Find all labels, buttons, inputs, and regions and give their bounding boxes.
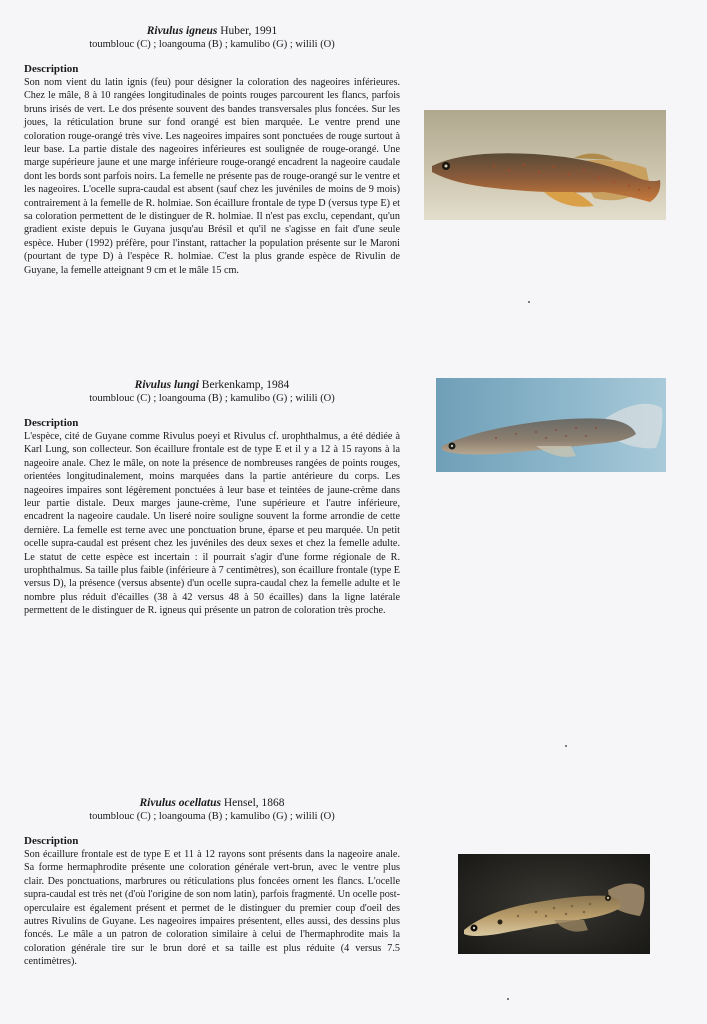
fish-photo-icon xyxy=(436,378,666,472)
species-name: Rivulus igneus xyxy=(146,25,218,37)
fish-photo-icon xyxy=(458,854,650,954)
species-title xyxy=(24,796,400,810)
description-text: Son écaillure frontale est de type E et 11 à 12 rayons sont présents dans la nageoire anale. Sa forme hermaphrodite présente une coloration générale vert-brun, avec le ventre plus clair. Des ponctuations, marbrures ou réticulations plus foncées ornent les flancs. L'ocelle supra-caudal est très net (d'où l'origine de son nom latin), parfois fragmenté. Un ocelle post-operculaire est également présent et permet de le distinguer du premier coup d'oeil des autres Rivulins de Guyane. Les nageoires impaires présentent, elles aussi, des dessins plus foncés. Le mâle a un patron de coloration similaire à celui de l'hermaphrodite mais la coloration générale tire sur le brun doré et sa taille est plus réduite (4 versus 7.5 centimètres). xyxy=(24,849,400,968)
common-names: toumblouc (C) ; loangouma (B) ; kamulibo (G) ; wilili (O) xyxy=(89,39,335,50)
speck-mark xyxy=(528,301,530,303)
species-entry-igneus xyxy=(24,24,400,277)
species-entry-lungi xyxy=(24,378,400,618)
description-heading: Description xyxy=(24,63,79,75)
common-names: toumblouc (C) ; loangouma (B) ; kamulibo (G) ; wilili (O) xyxy=(89,811,335,822)
species-name: Rivulus ocellatus xyxy=(139,797,221,809)
species-author: Huber, 1991 xyxy=(217,25,278,37)
species-title xyxy=(24,378,400,392)
description-heading: Description xyxy=(24,417,79,429)
speck-mark xyxy=(565,745,567,747)
species-entry-ocellatus xyxy=(24,796,400,969)
description-heading: Description xyxy=(24,835,79,847)
speck-mark xyxy=(507,998,509,1000)
description-text: Son nom vient du latin ignis (feu) pour désigner la coloration des nageoires inférieures. Chez le mâle, 8 à 10 rangées longitudinales de points rouges parcourent les flancs, parfois bruns irisés de vert. Le dos présente souvent des bandes transversales plus foncées. Sur les joues, la réticulation brune sur fond orangé est bien marquée. Le ventre prend une coloration rouge-orangé très vive. Les nageoires impaires sont ponctuées de rouge surtout à leur base. La partie distale des nageoires inférieures est soulignée de rouge-orangé. Une marge supérieure jaune et une marge inférieure rouge-orangé encadrent la nageoire caudale dont les bords sont parfois noirs. La femelle ne présente pas de rouge-orangé sur le ventre et les nageoires. L'ocelle supra-caudal est absent (sauf chez les juvéniles de moins de 9 mois) contrairement à la femelle de R. holmiae. Son écaillure frontale de type D (versus type E) et sa coloration permettent de le distinguer de R. holmiae. Il n'est pas exclu, cependant, qu'un gradient existe depuis le Guyana jusqu'au Brésil et qu'il ne s'agisse en fait d'une seule espèce. Huber (1992) préfère, pour l'instant, rattacher la population présente sur le Maroni (pourtant de type D) à l'espèce R. holmiae. C'est la plus grande espèce de Rivulin de Guyane, la femelle atteignant 9 cm et le mâle 15 cm. xyxy=(24,77,400,276)
species-author: Hensel, 1868 xyxy=(220,797,285,809)
species-name: Rivulus lungi xyxy=(134,379,199,391)
species-title xyxy=(24,24,400,38)
fish-photo-icon xyxy=(424,110,666,220)
description-text: L'espèce, cité de Guyane comme Rivulus poeyi et Rivulus cf. urophthalmus, a été dédiée à Karl Lung, son collecteur. Son écaillure frontale est de type E et il y a 12 à 15 rayons à la nageoire anale. Chez le mâle, on note la présence de nombreuses rangées de points rouges, orientées longitudinalement, moins marquées dans la partie antérieure du corps. Les nageoires impaires sont légèrement ponctuées à leur base et teintées de jaune-crème dans leur partie distale. Deux marges jaune-crème, l'une supérieure et l'autre inférieure, encadrent la nageoire caudale. Un liseré noire souligne souvent la forme arrondie de cette dernière. La femelle est terne avec une ponctuation brune, éparse et peu marquée. Un petit ocelle supra-caudal est présent chez les juvéniles des deux sexes et chez la femelle adulte. Le statut de cette espèce est incertain : il pourrait s'agir d'une forme régionale de R. urophthalmus. Sa taille plus faible (inférieure à 7 centimètres), son écaillure frontale (type E versus D), la présence (versus absente) d'un ocelle supra-caudal chez la femelle adulte et le nombre plus réduit d'écailles (38 à 42 versus 48 à 50 écailles) dans la ligne latérale permettent de le distinguer de R. igneus qui présente un patron de coloration très proche. xyxy=(24,431,400,617)
species-author: Berkenkamp, 1984 xyxy=(198,379,290,391)
common-names: toumblouc (C) ; loangouma (B) ; kamulibo (G) ; wilili (O) xyxy=(89,393,335,404)
